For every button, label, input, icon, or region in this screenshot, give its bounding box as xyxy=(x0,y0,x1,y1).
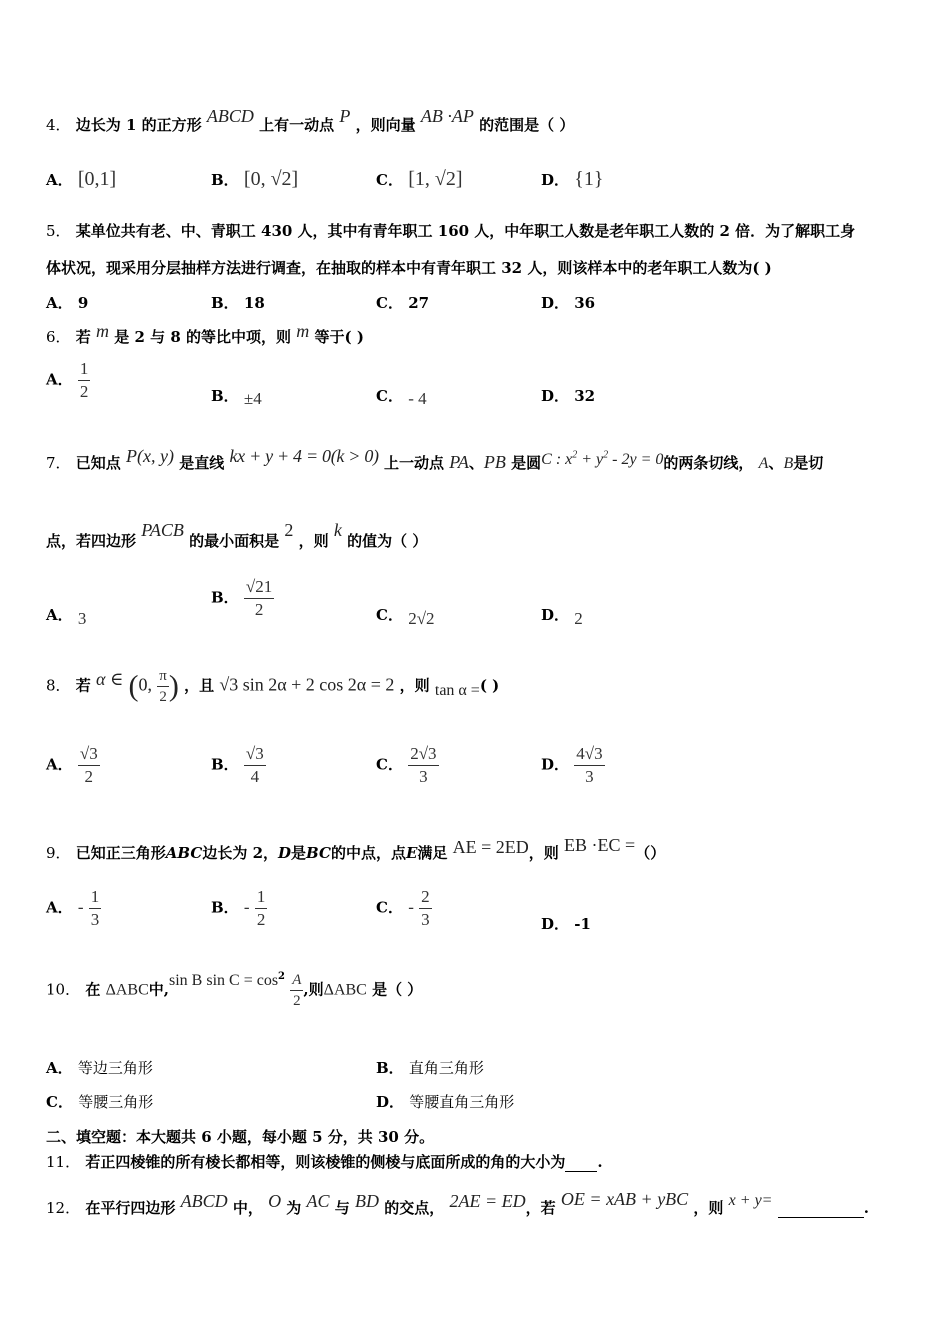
q12-math-bd: BD xyxy=(355,1191,380,1211)
q9-math-dot: EB ·EC = xyxy=(564,835,636,855)
fraction xyxy=(408,745,438,786)
q8-option-a[interactable] xyxy=(46,745,100,786)
q8-text-4: ( ) xyxy=(479,676,500,695)
option-label: A． xyxy=(46,1059,73,1077)
q9-option-d[interactable] xyxy=(541,913,591,934)
q7-circle-exp-1: 2 xyxy=(572,449,578,461)
option-label: A． xyxy=(46,370,73,389)
question-9-stem xyxy=(46,835,666,863)
numerator: √21 xyxy=(244,578,274,599)
q9-option-a[interactable] xyxy=(46,888,101,929)
q6-math-m: m xyxy=(96,321,110,341)
question-7-stem-line2 xyxy=(46,520,428,551)
q7-text-1: 已知点 xyxy=(75,454,121,472)
numerator: 1 xyxy=(78,360,91,381)
option-label: D． xyxy=(541,755,570,774)
option-label: C． xyxy=(376,755,403,774)
option-value: 27 xyxy=(408,294,430,312)
option-value: 36 xyxy=(574,294,596,312)
q7-math-area: 2 xyxy=(284,520,294,540)
option-value: 2√2 xyxy=(408,609,435,628)
q11-answer-blank[interactable] xyxy=(565,1171,597,1172)
question-5-stem-line2 xyxy=(46,257,772,278)
question-number: 4． xyxy=(46,116,71,134)
q7-math-b: B xyxy=(783,455,794,472)
q8-option-d[interactable] xyxy=(541,745,605,786)
q11-end: . xyxy=(597,1153,603,1171)
q9-text-7: （） xyxy=(635,844,666,862)
option-value: [0,1] xyxy=(77,168,117,190)
option-label: C． xyxy=(46,1093,73,1111)
q12-math-abcd: ABCD xyxy=(180,1191,228,1211)
q6-option-b[interactable] xyxy=(211,385,262,406)
q12-text-2: 中， xyxy=(232,1199,263,1217)
numerator: π xyxy=(157,668,169,687)
q7-circle-part-3: - 2y = 0 xyxy=(608,451,664,468)
q7-option-c[interactable] xyxy=(376,604,435,628)
option-sign: - xyxy=(408,897,414,917)
option-label: D． xyxy=(541,171,570,189)
q7-math-pa: PA xyxy=(449,452,469,472)
q6-text-2: 是 2 与 8 的等比中项，则 xyxy=(114,328,292,346)
fraction xyxy=(255,888,268,929)
numerator: √3 xyxy=(78,745,100,766)
q4-math-square: ABCD xyxy=(206,106,254,126)
q8-option-b[interactable] xyxy=(211,745,266,786)
question-number: 9． xyxy=(46,844,71,862)
q10-option-c[interactable] xyxy=(46,1091,153,1112)
q7-option-a[interactable] xyxy=(46,604,87,628)
q7-circle-part-2: + y xyxy=(577,451,604,468)
q4-math-vectors: AB ·AP xyxy=(420,106,474,126)
q10-math-triangle: ΔABC xyxy=(105,981,149,999)
option-value: 9 xyxy=(77,294,89,312)
q7-text-6: 的两条切线， xyxy=(663,454,754,472)
q12-text-1: 在平行四边形 xyxy=(85,1199,176,1217)
q6-option-c[interactable] xyxy=(376,385,427,406)
fraction xyxy=(574,745,604,786)
q7-math-point: P(x, y) xyxy=(126,446,174,466)
q8-math-alpha: α ∈ xyxy=(96,668,124,689)
q8-text-1: 若 xyxy=(75,676,91,695)
q9-option-c[interactable] xyxy=(376,888,432,929)
q10-text-1: 在 xyxy=(85,980,101,999)
q4-math-point: P xyxy=(339,106,351,126)
option-label: A． xyxy=(46,898,73,917)
option-label: D． xyxy=(541,606,570,624)
denominator: 3 xyxy=(90,909,100,929)
option-value: -1 xyxy=(574,915,591,933)
q5-option-b[interactable] xyxy=(211,292,265,313)
option-value: 直角三角形 xyxy=(408,1059,484,1077)
option-label: B． xyxy=(211,755,239,774)
question-number: 12． xyxy=(46,1199,81,1217)
question-12-stem xyxy=(46,1189,869,1218)
option-label: B． xyxy=(211,387,239,405)
option-value: {1} xyxy=(574,168,604,190)
q4-option-d[interactable] xyxy=(541,168,603,191)
q7-option-b[interactable] xyxy=(211,578,274,619)
q10-math-triangle-2: ΔABC xyxy=(323,981,367,999)
q8-text-2: ，且 xyxy=(184,676,215,695)
q6-option-d[interactable] xyxy=(541,385,595,406)
q11-text: 若正四棱锥的所有棱长都相等，则该棱锥的侧棱与底面所成的角的大小为 xyxy=(85,1153,566,1171)
q8-left-paren: ( xyxy=(128,669,139,703)
q7-option-d[interactable] xyxy=(541,604,583,628)
question-number: 5． xyxy=(46,222,71,240)
q8-interval-start: 0, xyxy=(138,674,153,695)
q10-text-3: ,则 xyxy=(303,980,324,999)
denominator: 3 xyxy=(421,909,430,929)
question-5-stem xyxy=(46,220,855,241)
fraction xyxy=(244,745,266,786)
option-sign: - xyxy=(243,897,250,917)
q10-text-4: 是（ ） xyxy=(372,980,423,999)
q4-option-a[interactable] xyxy=(46,168,116,191)
option-label: D． xyxy=(541,915,570,933)
option-value: 32 xyxy=(574,387,596,405)
q12-text-5: 的交点， xyxy=(384,1199,445,1217)
option-sign: - xyxy=(77,897,84,917)
option-label: A． xyxy=(46,755,73,774)
fraction xyxy=(89,888,102,929)
q10-math-exp: 2 xyxy=(278,970,286,982)
q12-text-7: ，则 xyxy=(693,1199,724,1217)
q10-math-equation: sin B sin C = cos xyxy=(169,971,279,989)
q7-l2-text-1: 点，若四边形 xyxy=(46,532,137,550)
q7-text-4: 、 xyxy=(468,454,484,472)
fraction xyxy=(419,888,432,929)
q4-text-4: 的范围是（ ） xyxy=(479,116,575,134)
q8-option-c[interactable] xyxy=(376,745,439,786)
denominator: 2 xyxy=(254,599,264,619)
numerator: 1 xyxy=(255,888,268,909)
q9-text-6: ，则 xyxy=(528,844,559,862)
option-value: 3 xyxy=(77,609,87,628)
q8-text-3: ，则 xyxy=(399,676,430,695)
q7-text-2: 是直线 xyxy=(179,454,225,472)
q5-text-line2: 体状况，现采用分层抽样方法进行调查，在抽取的样本中有青年职工 32 人，则该样本中的老年职工人数为( ) xyxy=(46,259,772,277)
question-number: 7． xyxy=(46,454,71,472)
q7-math-quad: PACB xyxy=(141,520,184,540)
q4-option-b[interactable] xyxy=(211,168,298,191)
q5-text-line1: 某单位共有老、中、青职工 430 人，其中有青年职工 160 人，中年职工人数是老年职工人数的 2 倍．为了解职工身 xyxy=(75,222,856,240)
numerator: 1 xyxy=(89,888,102,909)
question-7-stem xyxy=(46,446,824,473)
q12-text-3: 为 xyxy=(286,1199,302,1217)
q9-option-b[interactable] xyxy=(211,888,267,929)
q5-option-c[interactable] xyxy=(376,292,429,313)
q8-right-paren: ) xyxy=(168,669,179,703)
q6-math-m-2: m xyxy=(296,321,310,341)
fraction xyxy=(244,578,274,619)
q5-option-d[interactable] xyxy=(541,292,595,313)
denominator: 3 xyxy=(419,766,428,786)
option-value: 等边三角形 xyxy=(77,1059,153,1077)
option-value: [0, √2] xyxy=(243,168,299,190)
q12-answer-blank[interactable] xyxy=(778,1217,864,1218)
option-value: 18 xyxy=(243,294,265,312)
q7-circle-exp-2: 2 xyxy=(603,449,609,461)
numerator: √3 xyxy=(244,745,266,766)
q9-bold-d: D xyxy=(278,844,292,862)
option-label: A． xyxy=(46,294,73,312)
option-value: 等腰直角三角形 xyxy=(409,1093,515,1111)
question-6-stem xyxy=(46,321,364,347)
q12-text-4: 与 xyxy=(334,1199,350,1217)
denominator: 2 xyxy=(159,688,167,705)
question-number: 6． xyxy=(46,328,71,346)
q9-text-3: 是 xyxy=(291,844,307,862)
option-label: D． xyxy=(376,1093,405,1111)
q12-end: . xyxy=(863,1199,869,1217)
q7-math-circle xyxy=(541,451,663,468)
q7-text-3: 上一动点 xyxy=(383,454,444,472)
denominator: 3 xyxy=(585,766,594,786)
q7-math-a: A xyxy=(758,455,769,472)
question-8-stem xyxy=(46,668,499,705)
q7-l2-text-3: ，则 xyxy=(298,532,329,550)
question-number: 8． xyxy=(46,676,71,695)
q12-math-xy: x + y= xyxy=(728,1192,773,1209)
q6-text-1: 若 xyxy=(75,328,91,346)
q12-text-6: ，若 xyxy=(525,1199,556,1217)
option-label: B． xyxy=(211,294,239,312)
q7-text-7: 、 xyxy=(768,454,784,472)
numerator: A xyxy=(290,972,303,991)
denominator: 2 xyxy=(293,992,301,1009)
option-label: C． xyxy=(376,898,403,917)
q4-text-3: ，则向量 xyxy=(355,116,416,134)
option-label: B． xyxy=(211,171,239,189)
q9-bold-abc: ABC xyxy=(165,844,203,862)
q9-text-4: 的中点，点 xyxy=(330,844,406,862)
question-4-stem xyxy=(46,106,575,135)
q7-math-pb: PB xyxy=(483,452,506,472)
option-label: C． xyxy=(376,606,403,624)
q12-math-ac: AC xyxy=(306,1191,330,1211)
q12-math-o: O xyxy=(268,1191,282,1211)
q6-text-3: 等于( ) xyxy=(314,328,364,346)
numerator: 4√3 xyxy=(574,745,604,766)
q9-bold-bc: BC xyxy=(306,844,331,862)
q10-fraction xyxy=(290,972,303,1009)
q4-text-1: 边长为 1 的正方形 xyxy=(75,116,202,134)
numerator: 2 xyxy=(419,888,432,909)
q7-math-k: k xyxy=(333,520,342,540)
section-heading: 二、填空题：本大题共 6 小题，每小题 5 分，共 30 分。 xyxy=(46,1128,435,1146)
q9-math-ae: AE = 2ED xyxy=(452,837,529,857)
q10-option-a[interactable] xyxy=(46,1057,153,1078)
q8-math-equation: √3 sin 2α + 2 cos 2α = 2 xyxy=(219,674,395,695)
q5-option-a[interactable] xyxy=(46,292,88,313)
fraction xyxy=(78,360,91,401)
option-value: ±4 xyxy=(243,389,262,408)
denominator: 4 xyxy=(250,766,260,786)
q7-math-line: kx + y + 4 = 0(k > 0) xyxy=(229,446,379,466)
q9-text-1: 已知正三角形 xyxy=(75,844,166,862)
question-10-stem xyxy=(46,972,422,1009)
q7-text-5: 是圆 xyxy=(511,454,542,472)
option-value: 2 xyxy=(574,609,583,628)
q9-bold-e: E xyxy=(405,844,418,862)
q12-math-ae: 2AE = ED xyxy=(449,1191,526,1211)
q10-option-d[interactable] xyxy=(376,1091,514,1112)
option-label: C． xyxy=(376,387,403,405)
q4-option-c[interactable] xyxy=(376,168,462,191)
denominator: 2 xyxy=(84,766,94,786)
q7-l2-text-4: 的值为（ ） xyxy=(347,532,428,550)
option-label: B． xyxy=(211,898,239,917)
denominator: 2 xyxy=(79,381,89,401)
q10-option-b[interactable] xyxy=(376,1057,484,1078)
option-label: A． xyxy=(46,606,73,624)
q4-text-2: 上有一动点 xyxy=(259,116,335,134)
q8-interval-fraction xyxy=(157,668,169,705)
option-value: 等腰三角形 xyxy=(78,1093,154,1111)
option-label: A． xyxy=(46,171,73,189)
q7-circle-part-1: C : x xyxy=(541,451,573,468)
question-number: 11． xyxy=(46,1153,81,1171)
question-number: 10． xyxy=(46,980,81,999)
q8-math-tan: tan α = xyxy=(434,681,480,699)
option-label: C． xyxy=(376,171,403,189)
option-label: B． xyxy=(376,1059,404,1077)
option-label: D． xyxy=(541,294,570,312)
q12-math-oe: OE = xAB + yBC xyxy=(560,1189,689,1209)
q7-text-8: 是切 xyxy=(793,454,824,472)
option-value: [1, √2] xyxy=(408,168,463,190)
numerator: 2√3 xyxy=(408,745,438,766)
q9-text-5: 满足 xyxy=(417,844,448,862)
denominator: 2 xyxy=(256,909,266,929)
q6-option-a[interactable] xyxy=(46,360,90,401)
q10-text-2: 中, xyxy=(148,980,169,999)
q9-text-2: 边长为 2， xyxy=(202,844,279,862)
option-label: C． xyxy=(376,294,403,312)
option-value: - 4 xyxy=(408,389,427,408)
fraction xyxy=(78,745,100,786)
q7-l2-text-2: 的最小面积是 xyxy=(189,532,280,550)
option-label: B． xyxy=(211,588,239,607)
question-11-stem xyxy=(46,1151,603,1172)
option-label: D． xyxy=(541,387,570,405)
